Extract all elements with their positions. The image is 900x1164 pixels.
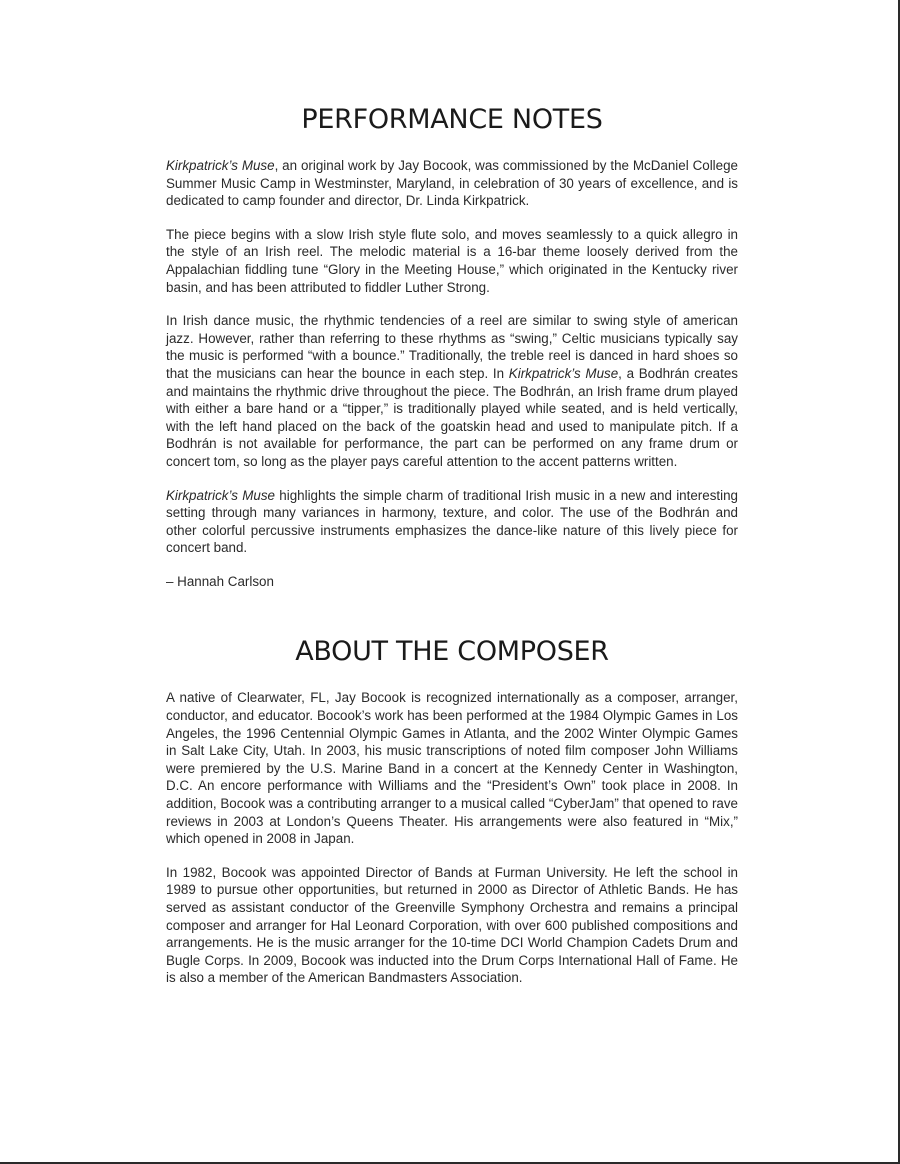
work-title-italic: Kirkpatrick’s Muse bbox=[166, 487, 275, 503]
performance-notes-heading: PERFORMANCE NOTES bbox=[301, 104, 603, 135]
author-signature: – Hannah Carlson bbox=[166, 573, 274, 589]
document-body bbox=[166, 104, 738, 1003]
paragraph-text: highlights the simple charm of traditional Irish music in a new and interesting setting through many variances in harmony, texture, and color. The use of the Bodhrán and other colorful percussive instruments emphasizes the dance-like nature of this lively piece for concert band. bbox=[166, 487, 738, 556]
performance-notes-paragraph-2: The piece begins with a slow Irish style flute solo, and moves seamlessly to a quick allegro in the style of an Irish reel. The melodic material is a 16-bar theme loosely derived from the Appalachian fiddling tune “Glory in the Meeting House,” which originated in the Kentucky river basin, and has been attributed to fiddler Luther Strong. bbox=[166, 226, 738, 295]
performance-notes-paragraph-1 bbox=[166, 157, 738, 210]
paragraph-text: In Irish dance music, the rhythmic tendencies of a reel are similar to swing style of american jazz. However, rather than referring to these rhythms as “swing,” Celtic musicians typically say the music is performed “with a bounce.” Traditionally, the treble reel is danced in hard shoes so that the musicians can hear the bounce in each step. In bbox=[166, 313, 738, 381]
about-composer-heading: ABOUT THE COMPOSER bbox=[295, 636, 609, 668]
performance-notes-paragraph-4 bbox=[166, 487, 738, 557]
performance-notes-section bbox=[166, 104, 738, 590]
work-title-italic: Kirkpatrick’s Muse bbox=[166, 158, 275, 173]
paragraph-text: , a Bodhrán creates and maintains the rhythmic drive throughout the piece. The Bodhrán, an Irish frame drum played with either a bare hand or a “tipper,” is traditionally played while seated, and is held vertically, with the left hand placed on the back of the goatskin head and used to manipulate pitch. If a Bodhrán is not available for performance, the part can be performed on any frame drum or concert tom, so long as the player pays careful attention to the accent patterns written. bbox=[166, 365, 738, 469]
about-composer-paragraph-1: A native of Clearwater, FL, Jay Bocook is recognized internationally as a composer, arranger, conductor, and educator. Bocook’s work has been performed at the 1984 Olympic Games in Los Angeles, the 1996 Centennial Olympic Games in Atlanta, and the 2002 Winter Olympic Games in Salt Lake City, Utah. In 2003, his music transcriptions of noted film composer John Williams were premiered by the U.S. Marine Band in a concert at the Kennedy Center in Washington, D.C. An encore performance with Williams and the “President’s Own” took place in 2008. In addition, Bocook was a contributing arranger to a musical called “CyberJam” that opened to rave reviews in 2003 at London’s Queens Theater. His arrangements were also featured in “Mix,” which opened in 2008 in Japan. bbox=[166, 690, 738, 847]
paragraph-text: , an original work by Jay Bocook, was commissioned by the McDaniel College Summer Music Camp in Westminster, Maryland, in celebration of 30 years of excellence, and is dedicated to camp founder and director, Dr. Linda Kirkpatrick. bbox=[166, 158, 738, 209]
about-composer-section bbox=[166, 636, 738, 987]
about-composer-paragraph-2: In 1982, Bocook was appointed Director of Bands at Furman University. He left the school in 1989 to pursue other opportunities, but returned in 2000 as Director of Athletic Bands. He has served as assistant conductor of the Greenville Symphony Orchestra and remains a principal composer and arranger for Hal Leonard Corporation, with over 600 published compositions and arrangements. He is the music arranger for the 10-time DCI World Champion Cadets Drum and Bugle Corps. In 2009, Bocook was inducted into the Drum Corps International Hall of Fame. He is also a member of the American Bandmasters Association. bbox=[166, 864, 738, 986]
performance-notes-paragraph-3 bbox=[166, 312, 738, 470]
work-title-italic: Kirkpatrick’s Muse bbox=[508, 365, 619, 381]
